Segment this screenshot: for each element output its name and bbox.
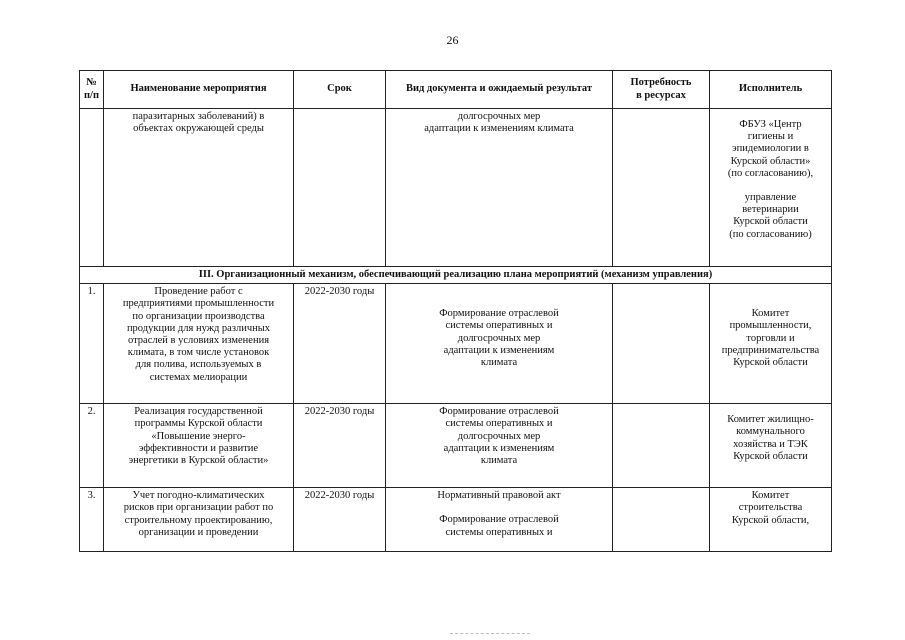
text-line: адаптации к изменениям — [443, 442, 555, 454]
col-header-resources: Потребность в ресурсах — [613, 71, 710, 109]
text-line: системы оперативных и — [445, 418, 553, 430]
text-line: управление — [744, 192, 797, 204]
row-num: 3. — [80, 488, 104, 552]
cont-name-cell — [104, 109, 294, 267]
result-system — [389, 514, 609, 538]
text-line: (по согласованию), — [727, 167, 814, 179]
text-line: строительному проектированию, — [124, 514, 273, 526]
text-line: коммунального — [736, 426, 805, 438]
text-line: предприятиями промышленности — [122, 298, 275, 310]
row-result — [386, 284, 613, 404]
text-line: Формирование отраслевой — [439, 308, 559, 320]
cont-term-cell — [294, 109, 386, 267]
text-line: долгосрочных мер — [457, 332, 541, 344]
text-line: строительства — [738, 502, 803, 514]
text-line: Курской области, — [731, 514, 810, 526]
text-line: ветеринарии — [742, 204, 799, 216]
text-line: системы оперативных и — [445, 526, 553, 538]
row-name — [104, 404, 294, 488]
text-line: объектах окружающей среды — [133, 123, 264, 135]
text-line: долгосрочных мер — [457, 430, 541, 442]
text-line: климата — [480, 357, 518, 369]
text-line: долгосрочных мер — [457, 111, 541, 122]
text-line: торговли и — [746, 332, 795, 344]
text-line: программы Курской области — [134, 418, 263, 430]
text-line: Курской области — [733, 216, 808, 228]
row-executor — [710, 404, 832, 488]
row-term: 2022-2030 годы — [294, 404, 386, 488]
executor-fbuz — [713, 119, 828, 180]
row-name — [104, 488, 294, 552]
text-line: Комитет жилищно- — [727, 414, 814, 426]
row-num: 1. — [80, 284, 104, 404]
text-line: Курской области» — [730, 155, 811, 167]
cont-num-cell — [80, 109, 104, 267]
text-line: Учет погодно-климатических — [132, 490, 265, 502]
text-line: системах мелиорации — [149, 371, 248, 383]
text-line: гигиены и — [747, 131, 794, 143]
table-header-row — [80, 71, 832, 109]
text-line: хозяйства и ТЭК — [733, 438, 808, 450]
cont-resources-cell — [613, 109, 710, 267]
text-line: предпринимательства — [721, 344, 820, 356]
text-line: климата — [480, 455, 518, 467]
executor-veterinary — [713, 192, 828, 241]
row-resources — [613, 488, 710, 552]
row-resources — [613, 404, 710, 488]
col-header-executor: Исполнитель — [710, 71, 832, 109]
row-name — [104, 284, 294, 404]
text-line: Комитет — [751, 490, 790, 502]
text-line: Формирование отраслевой — [439, 514, 559, 526]
col-header-result: Вид документа и ожидаемый результат — [386, 71, 613, 109]
scan-artifact — [450, 633, 530, 635]
section-row — [80, 267, 832, 284]
row-executor — [710, 284, 832, 404]
row-resources — [613, 284, 710, 404]
text-line: энергетики в Курской области» — [128, 455, 269, 467]
text-line: Реализация государственной — [134, 406, 263, 418]
col-header-num: № п/п — [80, 71, 104, 109]
text-line: системы оперативных и — [445, 320, 553, 332]
text-line: Проведение работ с — [154, 286, 243, 298]
row-result — [386, 488, 613, 552]
text-line: Комитет — [751, 308, 790, 320]
result-legal-act — [389, 490, 609, 502]
page-number: 26 — [446, 33, 459, 47]
text-line: эпидемиологии в — [732, 143, 809, 155]
text-line: климата, в том числе установок — [127, 347, 270, 359]
table-row — [80, 284, 832, 404]
section-title: III. Организационный механизм, обеспечивающий реализацию плана мероприятий (механизм управления) — [80, 267, 832, 284]
text-line: «Повышение энерго- — [151, 430, 246, 442]
table-row — [80, 488, 832, 552]
row-term: 2022-2030 годы — [294, 488, 386, 552]
text-line: организации и проведении — [138, 526, 259, 538]
text-line: адаптации к изменениям климата — [424, 123, 574, 135]
row-result — [386, 404, 613, 488]
text-line: адаптации к изменениям — [443, 344, 555, 356]
row-num: 2. — [80, 404, 104, 488]
col-header-name: Наименование мероприятия — [104, 71, 294, 109]
text-line: эффективности и развитие — [138, 442, 259, 454]
table-row — [80, 404, 832, 488]
text-line: продукции для нужд различных — [126, 322, 271, 334]
text-line: ФБУЗ «Центр — [739, 119, 802, 130]
measures-table — [79, 70, 832, 552]
row-term: 2022-2030 годы — [294, 284, 386, 404]
text-line: отраслей в условиях изменения — [127, 335, 270, 347]
text-line: по организации производства — [132, 310, 265, 322]
text-line: Курской области — [733, 450, 808, 462]
text-line: Курской области — [733, 357, 808, 369]
col-header-term: Срок — [294, 71, 386, 109]
text-line: Нормативный правовой акт — [437, 490, 561, 502]
text-line: рисков при организации работ по — [123, 502, 274, 514]
text-line: (по согласованию) — [729, 228, 812, 240]
cont-result-cell — [386, 109, 613, 267]
text-line: паразитарных заболеваний) в — [132, 111, 265, 122]
continuation-row — [80, 109, 832, 267]
row-executor — [710, 488, 832, 552]
text-line: промышленности, — [729, 320, 812, 332]
text-line: Формирование отраслевой — [439, 406, 559, 418]
text-line: для полива, используемых в — [135, 359, 262, 371]
cont-executor-cell — [710, 109, 832, 267]
